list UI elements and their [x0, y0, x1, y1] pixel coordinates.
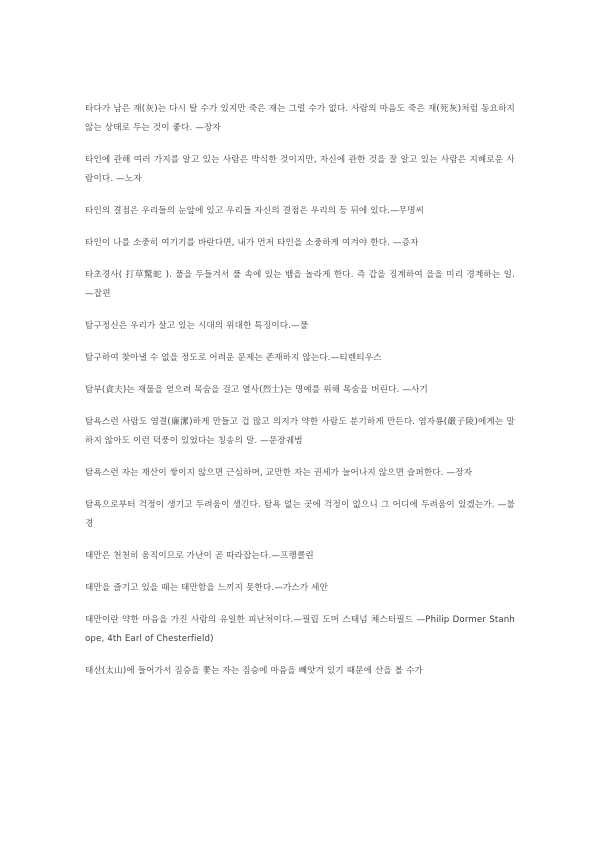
quote-list [85, 100, 515, 681]
quote-paragraph: 태만을 즐기고 있을 때는 태만함을 느끼지 못한다.—가스가 세안 [85, 583, 329, 593]
quote-paragraph: 탐욕스런 사람도 염결(廉潔)하게 만들고 겁 많고 의지가 약한 사람도 분기하게 만든다. 염자룡(嚴子陵)에게는 말하지 않아도 이런 덕풍이 있었다는 칭송의 말. —문장궤범 [85, 417, 515, 446]
quote-paragraph: 타인이 나를 소중히 여기기를 바란다면, 내가 먼저 타인을 소중하게 여겨야 한다. —증자 [85, 238, 419, 248]
quote-paragraph: 태산(太山)에 들어가서 짐승을 쫓는 자는 짐승에 마음을 빼앗겨 있기 때문에 산을 볼 수가 [85, 666, 423, 676]
quote-paragraph: 탐욕스런 자는 재산이 쌓이지 않으면 근심하며, 교만한 자는 권세가 늘어나지 않으면 슬퍼한다. —장자 [85, 468, 473, 478]
quote-paragraph: 타초경사( 打草驚蛇 ). 풀을 두들겨서 풀 속에 있는 뱀을 놀라게 한다. 즉 갑을 징계하여 을을 미리 경계하는 일. —잡편 [85, 270, 515, 299]
quote-paragraph: 태만이란 약한 마음을 가진 사람의 유일한 피난처이다.—필립 도머 스태넘 체스터필드 —Philip Dormer Stanhope, 4th Earl of Chesterfield) [85, 615, 515, 644]
quote-paragraph: 탐구하여 찾아낼 수 없을 정도로 어려운 문제는 존재하지 않는다.—티렌티우스 [85, 353, 382, 363]
quote-paragraph: 탐구정신은 우리가 살고 있는 시대의 위대한 특징이다.—풀 [85, 321, 309, 331]
quote-paragraph: 탐부(貪夫)는 재물을 얻으려 목숨을 걸고 열사(烈士)는 명예를 위해 목숨을 버린다. —사기 [85, 385, 428, 395]
quote-paragraph: 타인에 관해 여러 가지를 알고 있는 사람은 박식한 것이지만, 자신에 관한 것을 잘 알고 있는 사람은 지혜로운 사람이다. —노자 [85, 155, 515, 184]
quote-paragraph: 타인의 결점은 우리들의 눈앞에 있고 우리들 자신의 결점은 우리의 등 뒤에 있다.—무명씨 [85, 206, 425, 216]
quote-paragraph: 탐욕으로부터 걱정이 생기고 두려움이 생긴다. 탐욕 없는 곳에 걱정이 없으니 그 어디에 두려움이 있겠는가. —불경 [85, 500, 515, 529]
quote-paragraph: 타다가 남은 재(灰)는 다시 탈 수가 있지만 죽은 재는 그럴 수가 없다. 사람의 마음도 죽은 재(死灰)처럼 동요하지 않는 상태로 두는 것이 좋다. —장자 [85, 104, 515, 133]
quote-paragraph: 태만은 천천히 움직이므로 가난이 곧 따라잡는다.—프랭클린 [85, 551, 314, 561]
